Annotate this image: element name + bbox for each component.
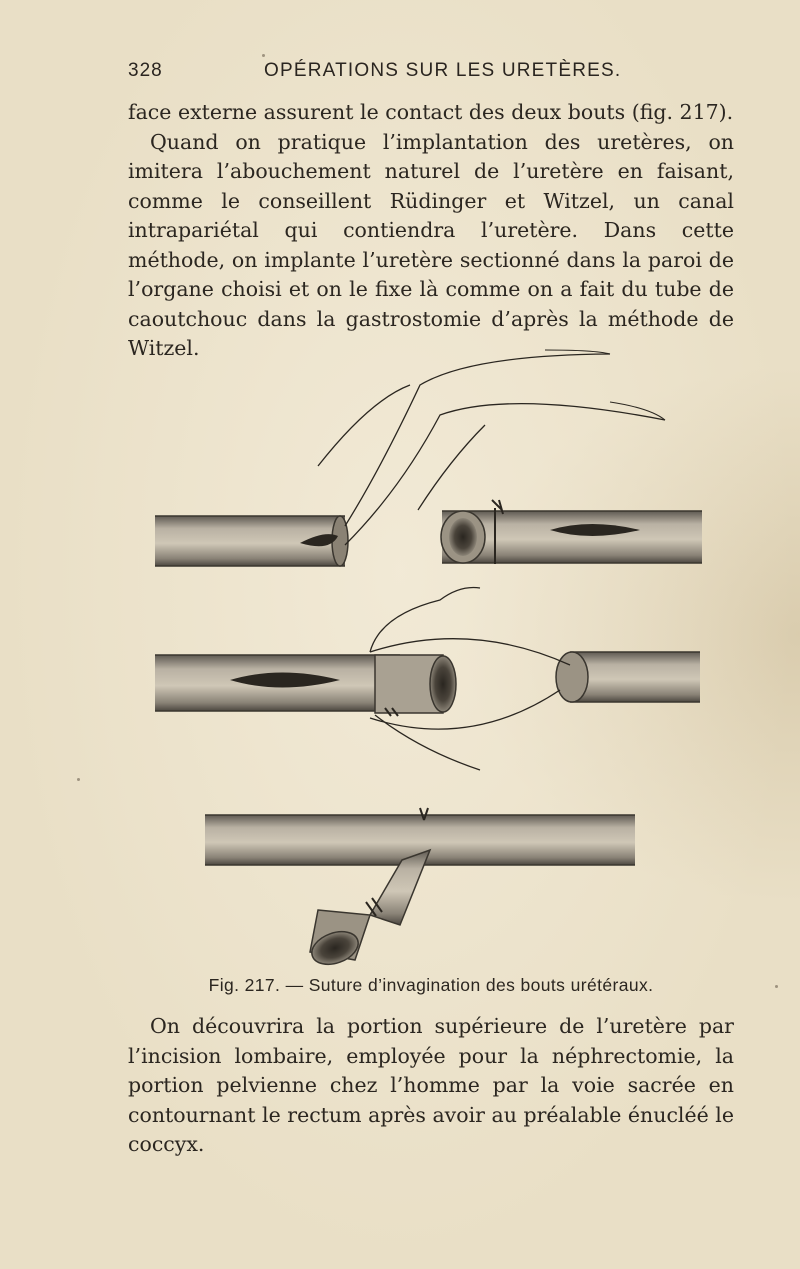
paper-speck [775, 985, 778, 988]
text-block-top [128, 98, 734, 364]
running-title: OPÉRATIONS SUR LES URETÈRES. [264, 60, 622, 81]
paper-speck [262, 54, 265, 57]
running-header [128, 60, 738, 90]
figure-panel-bottom [205, 808, 635, 970]
paragraph-continuation: face externe assurent le contact des deux bouts (fig. 217). [128, 100, 734, 124]
figure-217-illustration [140, 330, 730, 970]
page-number: 328 [128, 60, 163, 81]
paper-speck [77, 778, 80, 781]
figure-caption: Fig. 217. — Suture d’invagination des bouts urétéraux. [208, 975, 654, 995]
paragraph-decouverte: On découvrira la portion supérieure de l’uretère par l’incision lombaire, employée pour la néphrectomie, la portion pelvienne chez l’homme par la voie sacrée en contournant le rectum après avoir au préalable énucléé le coccyx. [128, 1014, 734, 1156]
paragraph-implantation: Quand on pratique l’implantation des uretères, on imitera l’abouchement naturel de l’uretère en faisant, comme le conseillent Rüdinger et Witzel, un canal intrapariétal qui contiendra l’uretère. Dans cette méthode, on implante l’uretère sectionné dans la paroi de l’organe choisi et on le fixe là comme on a fait du tube de caoutchouc dans la gastrostomie d’après la méthode de Witzel. [128, 129, 734, 360]
figure-panel-top [155, 350, 702, 566]
figure-panel-middle [155, 588, 700, 771]
text-block-bottom [128, 1012, 734, 1160]
